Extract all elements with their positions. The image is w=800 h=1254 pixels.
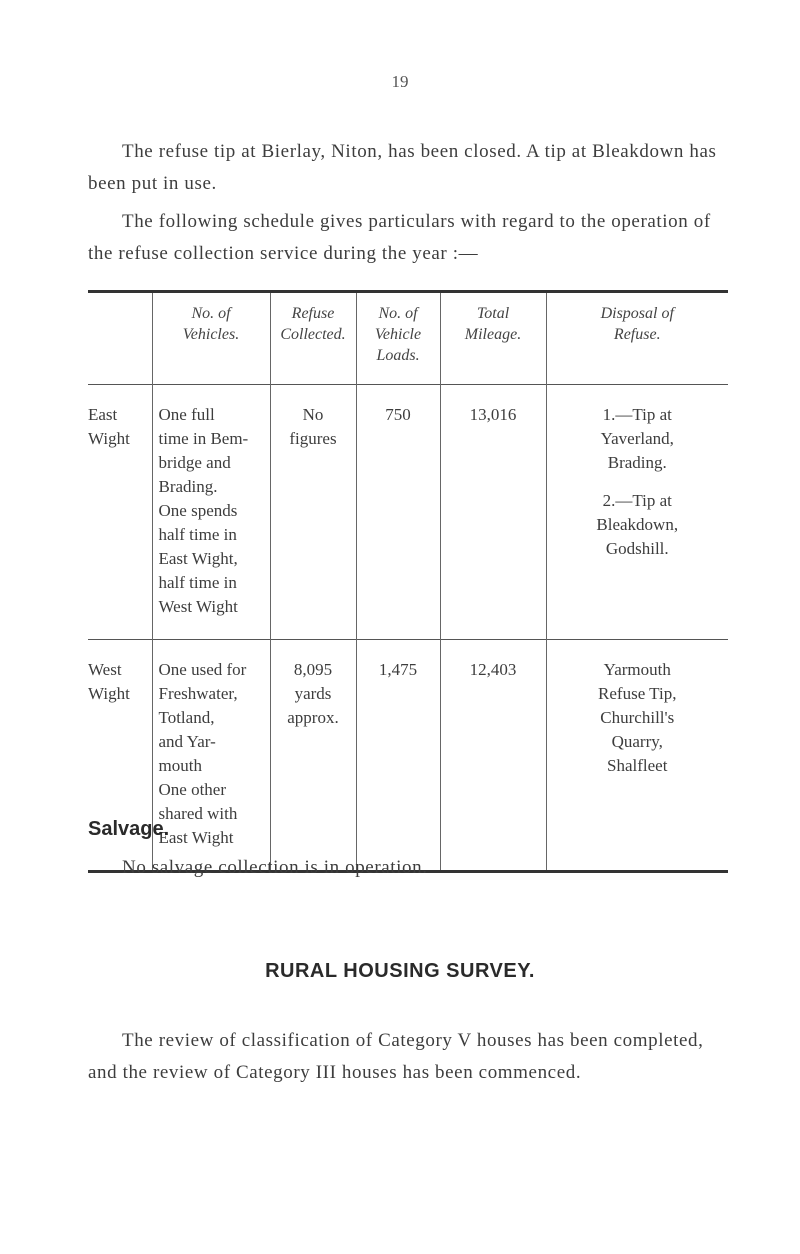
vehicles-line: shared with [158, 804, 238, 823]
header-area [88, 292, 152, 385]
cell-vehicles [152, 640, 270, 872]
disposal-line: Bleakdown, [596, 515, 679, 534]
header-vehicles [152, 292, 270, 385]
refuse-line: figures [289, 429, 337, 448]
refuse-line: 8,095 [293, 660, 333, 679]
disposal-line: 2.—Tip at [602, 491, 672, 510]
paragraph-rural-housing: The review of classification of Category V houses has been completed, and the review of Category III houses has been commenced. [88, 1030, 704, 1083]
paragraph-schedule-intro: The following schedule gives particulars with regard to the operation of the refuse collection service during the year :— [88, 211, 711, 264]
area-line: Wight [88, 684, 130, 703]
header-loads-line: Vehicle [374, 326, 422, 343]
disposal-line: Quarry, [611, 732, 663, 751]
disposal-spacer [553, 475, 723, 489]
vehicles-line: West Wight [158, 597, 238, 616]
refuse-collection-table [88, 290, 728, 873]
header-vehicles-line: No. of [191, 305, 231, 322]
cell-vehicle-loads: 1,475 [356, 640, 440, 872]
vehicles-line: East Wight, [158, 549, 238, 568]
refuse-line: No [302, 405, 324, 424]
header-total-mileage [440, 292, 546, 385]
header-mileage-line: Mileage. [464, 326, 522, 343]
vehicles-line: bridge and [158, 453, 231, 472]
refuse-collection-table-wrapper [88, 290, 728, 873]
vehicles-line: time in Bem- [158, 429, 249, 448]
header-disposal [546, 292, 728, 385]
cell-area [88, 385, 152, 640]
vehicles-line: Freshwater, [158, 684, 238, 703]
table-row-west-wight [88, 640, 728, 872]
rural-housing-heading: RURAL HOUSING SURVEY. [265, 960, 535, 982]
header-loads-line: Loads. [376, 347, 420, 364]
header-refuse-line: Refuse [291, 305, 335, 322]
vehicles-line: East Wight [158, 828, 234, 847]
header-mileage-line: Total [476, 305, 510, 322]
vehicles-line: mouth [158, 756, 202, 775]
area-line: Wight [88, 429, 130, 448]
vehicles-line: One used for [158, 660, 247, 679]
cell-total-mileage: 12,403 [440, 640, 546, 872]
header-vehicles-line: Vehicles. [182, 326, 240, 343]
refuse-line: approx. [287, 708, 339, 727]
header-refuse-line: Collected. [280, 326, 346, 343]
disposal-line: Refuse Tip, [598, 684, 677, 703]
paragraph-refuse-tip: The refuse tip at Bierlay, Niton, has been closed. A tip at Bleakdown has been put in use. [88, 141, 717, 194]
salvage-heading: Salvage. [88, 818, 170, 840]
cell-vehicles [152, 385, 270, 640]
vehicles-line: and Yar- [158, 732, 216, 751]
cell-total-mileage: 13,016 [440, 385, 546, 640]
disposal-line: Shalfleet [607, 756, 668, 775]
vehicles-line: half time in [158, 525, 237, 544]
cell-vehicle-loads: 750 [356, 385, 440, 640]
header-disposal-line: Disposal of [600, 305, 674, 322]
disposal-line: Godshill. [605, 539, 669, 558]
header-disposal-line: Refuse. [613, 326, 661, 343]
vehicles-line: One other [158, 780, 227, 799]
vehicles-line: half time in [158, 573, 237, 592]
disposal-line: Brading. [607, 453, 667, 472]
disposal-line: 1.—Tip at [602, 405, 672, 424]
header-vehicle-loads [356, 292, 440, 385]
table-row-east-wight [88, 385, 728, 640]
vehicles-line: One full [158, 405, 215, 424]
paragraph-salvage: No salvage collection is in operation. [122, 857, 428, 878]
cell-refuse-collected [270, 640, 356, 872]
page-number: 19 [391, 72, 409, 91]
cell-disposal [546, 640, 728, 872]
table-header-row [88, 292, 728, 385]
refuse-line: yards [294, 684, 332, 703]
vehicles-line: Brading. [158, 477, 218, 496]
disposal-line: Yarmouth [603, 660, 671, 679]
disposal-line: Churchill's [600, 708, 675, 727]
area-line: East [88, 405, 118, 424]
cell-disposal [546, 385, 728, 640]
vehicles-line: Totland, [158, 708, 215, 727]
cell-refuse-collected [270, 385, 356, 640]
area-line: West [88, 660, 122, 679]
header-loads-line: No. of [378, 305, 418, 322]
disposal-line: Yaverland, [600, 429, 674, 448]
header-refuse-collected [270, 292, 356, 385]
vehicles-line: One spends [158, 501, 238, 520]
